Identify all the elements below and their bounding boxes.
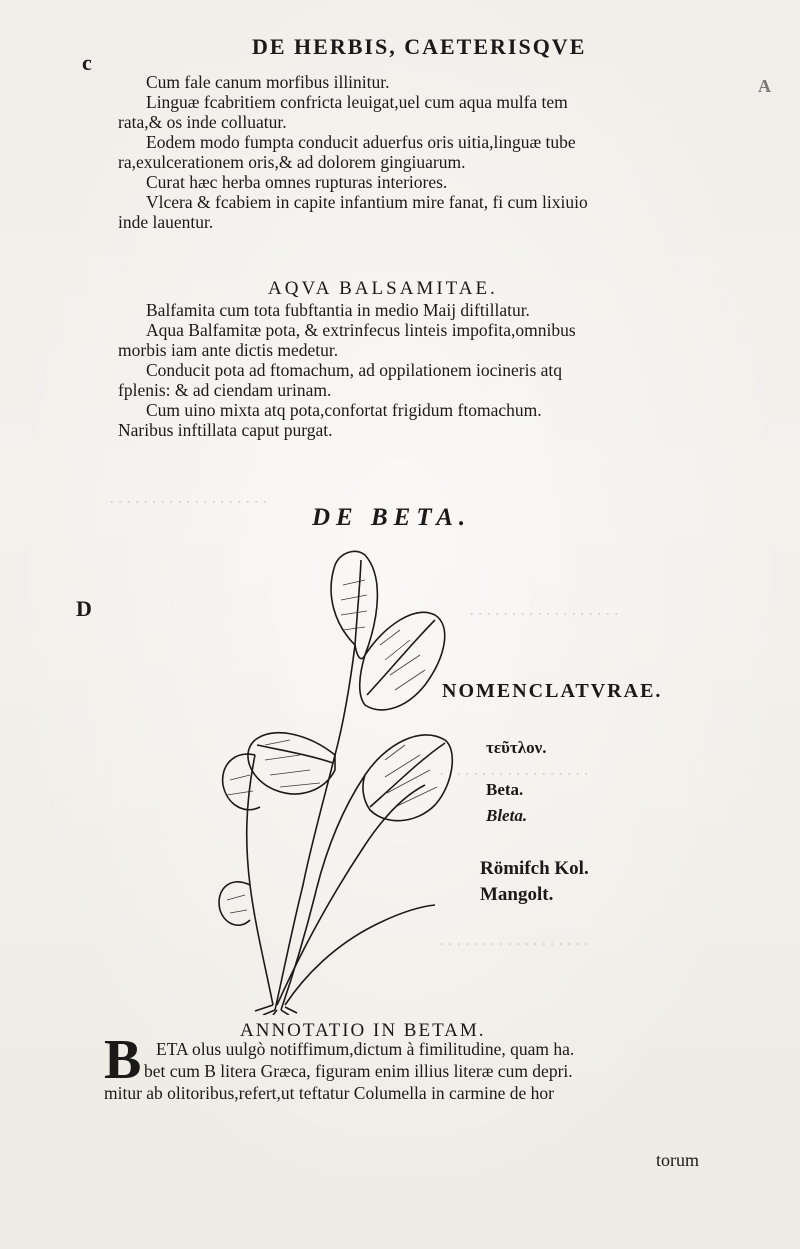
beta-heading: DE BETA. xyxy=(312,504,472,531)
section1-text xyxy=(118,72,740,232)
text-line: ra,exulcerationem oris,& ad dolorem gingiuarum. xyxy=(118,152,466,172)
text-line: Conducit pota ad ftomachum, ad oppilationem iocineris atq xyxy=(146,360,563,380)
text-line: Vlcera & fcabiem in capite infantium mire fanat, fi cum lixiuio xyxy=(146,192,588,212)
text-line: bet cum B litera Græca, figuram enim illius literæ cum depri. xyxy=(144,1061,573,1081)
margin-letter-mid-left: D xyxy=(76,596,92,621)
name-german-1: Römifch Kol. xyxy=(480,858,589,879)
text-line: Balfamita cum tota fubftantia in medio Maij diftillatur. xyxy=(146,300,530,320)
annotation-text xyxy=(104,1038,754,1104)
annotation-heading: ANNOTATIO IN BETAM. xyxy=(240,1020,486,1041)
margin-letter-top-left: c xyxy=(82,50,92,75)
text-line: Eodem modo fumpta conducit aduerfus oris uitia,linguæ tube xyxy=(146,132,576,152)
text-line: Curat hæc herba omnes rupturas interiores. xyxy=(146,172,448,192)
name-greek: τεῦτλον. xyxy=(486,738,547,757)
name-latin: Beta. xyxy=(486,780,524,799)
text-line: fplenis: & ad ciendam urinam. xyxy=(118,380,332,400)
nomenclature-heading: NOMENCLATVRAE. xyxy=(442,680,663,702)
beet-plant-woodcut xyxy=(215,545,460,1015)
text-line: Aqua Balfamitæ pota, & extrinfecus linteis impofita,omnibus xyxy=(146,320,576,340)
text-line: morbis iam ante dictis medetur. xyxy=(118,340,339,360)
text-line: Cum uino mixta atq pota,confortat frigidum ftomachum. xyxy=(146,400,542,420)
show-through-text: . . . . . . . . . . . . . . . . . . . xyxy=(110,488,268,507)
text-line: ETA olus uulgò notiffimum,dictum à fimilitudine, quam ha. xyxy=(156,1039,575,1059)
text-line: mitur ab olitoribus,refert,ut teftatur Columella in carmine de hor xyxy=(104,1083,555,1103)
text-line: Naribus inftillata caput purgat. xyxy=(118,420,333,440)
text-line: rata,& os inde colluatur. xyxy=(118,112,287,132)
text-line: inde lauentur. xyxy=(118,212,214,232)
catchword: torum xyxy=(656,1150,699,1170)
text-line: Cum fale canum morfibus illinitur. xyxy=(146,72,390,92)
text-line: Linguæ fcabritiem confricta leuigat,uel cum aqua mulfa tem xyxy=(146,92,568,112)
show-through-text: . . . . . . . . . . . . . . . . . . xyxy=(470,600,619,619)
running-head: DE HERBIS, CAETERISQVE xyxy=(252,34,587,59)
margin-letter-top-right: A xyxy=(758,76,771,96)
dropcap: B xyxy=(104,1029,142,1091)
show-through-text: . . . . . . . . . . . . . . . . . . xyxy=(440,760,589,779)
aqua-heading: AQVA BALSAMITAE. xyxy=(268,278,498,299)
show-through-text: . . . . . . . . . . . . . . . . . . xyxy=(440,930,589,949)
name-latin-alt: Bleta. xyxy=(486,806,528,825)
name-german-2: Mangolt. xyxy=(480,884,554,905)
section2-text xyxy=(118,300,740,440)
